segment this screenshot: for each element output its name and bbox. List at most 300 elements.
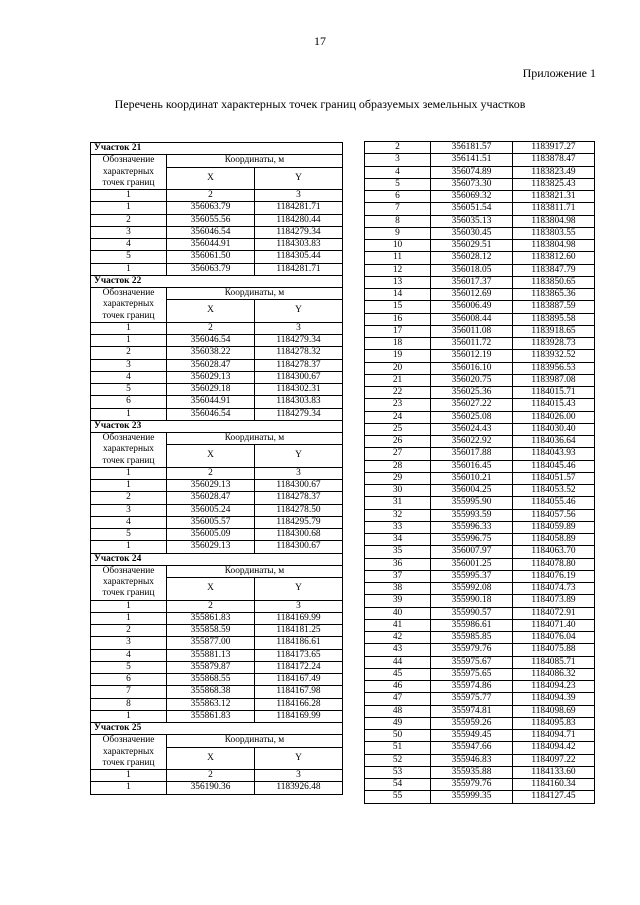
- coord-x: 356016.10: [431, 362, 513, 374]
- point-id: 32: [365, 509, 431, 521]
- coord-x: 356181.57: [431, 142, 513, 154]
- point-id: 4: [91, 371, 167, 383]
- coord-x: 355986.61: [431, 619, 513, 631]
- point-id: 13: [365, 276, 431, 288]
- coord-y: 1183811.71: [513, 203, 595, 215]
- point-id: 42: [365, 632, 431, 644]
- point-id: 40: [365, 607, 431, 619]
- table-row: [91, 698, 343, 710]
- coord-y: 1184053.52: [513, 485, 595, 497]
- point-id: 1: [91, 202, 167, 214]
- point-id: 34: [365, 534, 431, 546]
- coord-x: 355975.77: [431, 693, 513, 705]
- point-id: 20: [365, 362, 431, 374]
- table-row: [365, 742, 595, 754]
- coord-x: 356008.44: [431, 313, 513, 325]
- table-row: [365, 289, 595, 301]
- point-id: 1: [91, 263, 167, 275]
- coordinates-header: Координаты, м: [167, 288, 343, 300]
- parcel-title-row: [91, 723, 343, 735]
- x-header: X: [167, 578, 255, 601]
- coord-x: 356051.54: [431, 203, 513, 215]
- point-id: 6: [365, 191, 431, 203]
- coord-y: 1184058.89: [513, 534, 595, 546]
- table-row: [91, 226, 343, 238]
- coord-y: 1184086.32: [513, 668, 595, 680]
- table-row: [91, 612, 343, 624]
- table-row: [365, 754, 595, 766]
- coord-x: 356005.57: [167, 516, 255, 528]
- coord-x: 356141.51: [431, 154, 513, 166]
- point-id: 47: [365, 693, 431, 705]
- coord-y: 1184281.71: [255, 263, 343, 275]
- coord-x: 355959.26: [431, 717, 513, 729]
- coord-y: 1184278.32: [255, 347, 343, 359]
- point-id: 1: [91, 480, 167, 492]
- table-header-row: [91, 565, 343, 577]
- coord-y: 1184279.34: [255, 226, 343, 238]
- table-row: [365, 436, 595, 448]
- table-row: [91, 359, 343, 371]
- point-id: 52: [365, 754, 431, 766]
- coord-y: 1184167.49: [255, 674, 343, 686]
- table-row: [91, 649, 343, 661]
- table-row: [365, 215, 595, 227]
- coord-y: 1184133.60: [513, 766, 595, 778]
- coord-y: 1183821.31: [513, 191, 595, 203]
- coord-x: 355996.33: [431, 521, 513, 533]
- table-row: [365, 252, 595, 264]
- point-id: 44: [365, 656, 431, 668]
- point-id: 29: [365, 472, 431, 484]
- point-id: 50: [365, 730, 431, 742]
- coord-x: 356035.13: [431, 215, 513, 227]
- coord-x: 356028.12: [431, 252, 513, 264]
- x-header: X: [167, 300, 255, 323]
- point-id: 14: [365, 289, 431, 301]
- coord-y: 1183932.52: [513, 350, 595, 362]
- coord-x: 356028.47: [167, 359, 255, 371]
- coord-y: 1183825.43: [513, 178, 595, 190]
- table-row: [91, 408, 343, 420]
- page-number: 17: [314, 34, 326, 48]
- coordinates-header: Координаты, м: [167, 155, 343, 167]
- coord-x: 355999.35: [431, 791, 513, 803]
- coord-y: 1184015.43: [513, 399, 595, 411]
- table-row: [91, 529, 343, 541]
- table-row: [365, 276, 595, 288]
- column-number-row: [91, 770, 343, 782]
- coord-x: 356069.32: [431, 191, 513, 203]
- table-row: [91, 710, 343, 722]
- table-row: [365, 730, 595, 742]
- table-row: [365, 619, 595, 631]
- coord-x: 356007.97: [431, 546, 513, 558]
- coord-x: 355995.90: [431, 497, 513, 509]
- appendix-label: Приложение 1: [522, 66, 596, 80]
- point-id: 4: [91, 239, 167, 251]
- point-id: 16: [365, 313, 431, 325]
- point-id: 1: [91, 710, 167, 722]
- coord-y: 1184279.34: [255, 335, 343, 347]
- column-number-row: [91, 190, 343, 202]
- coord-x: 356016.45: [431, 460, 513, 472]
- table-row: [91, 384, 343, 396]
- column-number-row: [91, 467, 343, 479]
- table-row: [365, 632, 595, 644]
- table-row: [91, 251, 343, 263]
- table-row: [365, 509, 595, 521]
- coord-y: 1184030.40: [513, 423, 595, 435]
- point-id: 28: [365, 460, 431, 472]
- coord-x: 355877.00: [167, 637, 255, 649]
- coord-y: 1183847.79: [513, 264, 595, 276]
- point-id: 1: [91, 782, 167, 794]
- table-row: [365, 583, 595, 595]
- table-row: [91, 625, 343, 637]
- coord-y: 1183895.58: [513, 313, 595, 325]
- column-number: 1: [91, 467, 167, 479]
- coord-x: 355935.88: [431, 766, 513, 778]
- point-id: 3: [91, 637, 167, 649]
- document-title: Перечень координат характерных точек границ образуемых земельных участков: [114, 97, 526, 111]
- coord-x: 356028.47: [167, 492, 255, 504]
- point-id: 21: [365, 374, 431, 386]
- designation-header: Обозначение характерных точек границ: [91, 433, 167, 468]
- coord-y: 1184160.34: [513, 779, 595, 791]
- point-id: 3: [91, 504, 167, 516]
- coord-x: 355858.59: [167, 625, 255, 637]
- x-header: X: [167, 747, 255, 770]
- table-row: [365, 203, 595, 215]
- coord-x: 356012.69: [431, 289, 513, 301]
- point-id: 38: [365, 583, 431, 595]
- point-id: 51: [365, 742, 431, 754]
- table-row: [365, 350, 595, 362]
- table-row: [365, 570, 595, 582]
- coordinates-table-left: [90, 142, 343, 795]
- coord-y: 1184300.67: [255, 541, 343, 553]
- y-header: Y: [255, 300, 343, 323]
- coord-x: 356044.91: [167, 239, 255, 251]
- coord-x: 356020.75: [431, 374, 513, 386]
- parcel-title-row: [91, 143, 343, 155]
- table-row: [365, 240, 595, 252]
- coord-x: 356004.25: [431, 485, 513, 497]
- coordinates-table-right: [364, 141, 595, 804]
- point-id: 2: [91, 625, 167, 637]
- coord-y: 1184097.22: [513, 754, 595, 766]
- coord-y: 1184036.64: [513, 436, 595, 448]
- coord-y: 1183878.47: [513, 154, 595, 166]
- column-number-row: [91, 600, 343, 612]
- point-id: 31: [365, 497, 431, 509]
- point-id: 30: [365, 485, 431, 497]
- point-id: 53: [365, 766, 431, 778]
- coord-x: 355990.57: [431, 607, 513, 619]
- table-row: [91, 371, 343, 383]
- table-header-row: [91, 735, 343, 747]
- coord-y: 1184095.83: [513, 717, 595, 729]
- coord-x: 356029.13: [167, 480, 255, 492]
- coord-y: 1184300.67: [255, 480, 343, 492]
- table-row: [365, 387, 595, 399]
- point-id: 41: [365, 619, 431, 631]
- table-row: [91, 214, 343, 226]
- table-row: [365, 338, 595, 350]
- coord-x: 356018.05: [431, 264, 513, 276]
- coordinates-header: Координаты, м: [167, 565, 343, 577]
- coord-y: 1184279.34: [255, 408, 343, 420]
- table-row: [365, 142, 595, 154]
- coord-x: 355992.08: [431, 583, 513, 595]
- point-id: 23: [365, 399, 431, 411]
- coord-x: 356029.13: [167, 541, 255, 553]
- designation-header: Обозначение характерных точек границ: [91, 735, 167, 770]
- point-id: 45: [365, 668, 431, 680]
- column-number: 2: [167, 467, 255, 479]
- coord-y: 1184074.73: [513, 583, 595, 595]
- coord-y: 1184059.89: [513, 521, 595, 533]
- table-row: [365, 166, 595, 178]
- coord-x: 356005.09: [167, 529, 255, 541]
- point-id: 7: [365, 203, 431, 215]
- coord-x: 355979.76: [431, 644, 513, 656]
- table-row: [91, 492, 343, 504]
- table-row: [365, 411, 595, 423]
- coord-x: 356006.49: [431, 301, 513, 313]
- table-row: [365, 705, 595, 717]
- table-row: [91, 480, 343, 492]
- coord-x: 356055.56: [167, 214, 255, 226]
- coord-x: 355975.67: [431, 656, 513, 668]
- coord-x: 356030.45: [431, 227, 513, 239]
- table-row: [365, 460, 595, 472]
- table-row: [365, 313, 595, 325]
- coord-x: 356046.54: [167, 335, 255, 347]
- coord-y: 1184303.83: [255, 239, 343, 251]
- coord-y: 1184167.98: [255, 686, 343, 698]
- coord-y: 1184094.42: [513, 742, 595, 754]
- coord-x: 355985.85: [431, 632, 513, 644]
- coordinates-header: Координаты, м: [167, 735, 343, 747]
- coord-y: 1184026.00: [513, 411, 595, 423]
- column-number: 3: [255, 467, 343, 479]
- coord-x: 355863.12: [167, 698, 255, 710]
- point-id: 3: [91, 226, 167, 238]
- point-id: 4: [365, 166, 431, 178]
- coord-x: 356017.88: [431, 448, 513, 460]
- column-number: 1: [91, 322, 167, 334]
- parcel-title: Участок 21: [91, 143, 343, 155]
- coord-y: 1184094.23: [513, 681, 595, 693]
- coord-y: 1184051.57: [513, 472, 595, 484]
- coord-y: 1184169.99: [255, 612, 343, 624]
- table-row: [365, 154, 595, 166]
- coord-x: 356025.36: [431, 387, 513, 399]
- table-row: [365, 301, 595, 313]
- coord-x: 356046.54: [167, 226, 255, 238]
- coord-y: 1184280.44: [255, 214, 343, 226]
- table-row: [91, 686, 343, 698]
- coord-x: 355881.13: [167, 649, 255, 661]
- coordinates-header: Координаты, м: [167, 433, 343, 445]
- coord-x: 356001.25: [431, 558, 513, 570]
- table-row: [365, 656, 595, 668]
- coord-y: 1184015.71: [513, 387, 595, 399]
- coord-x: 355974.86: [431, 681, 513, 693]
- y-header: Y: [255, 578, 343, 601]
- column-number: 3: [255, 600, 343, 612]
- point-id: 6: [91, 396, 167, 408]
- coord-x: 355996.75: [431, 534, 513, 546]
- coord-x: 356061.50: [167, 251, 255, 263]
- table-row: [365, 693, 595, 705]
- coord-x: 355868.38: [167, 686, 255, 698]
- point-id: 5: [91, 529, 167, 541]
- column-number: 3: [255, 322, 343, 334]
- point-id: 6: [91, 674, 167, 686]
- point-id: 4: [91, 516, 167, 528]
- coord-x: 356011.72: [431, 338, 513, 350]
- coord-y: 1184085.71: [513, 656, 595, 668]
- coord-y: 1183917.27: [513, 142, 595, 154]
- point-id: 3: [91, 359, 167, 371]
- table-row: [365, 546, 595, 558]
- coord-y: 1184071.40: [513, 619, 595, 631]
- coord-y: 1184072.91: [513, 607, 595, 619]
- point-id: 1: [91, 408, 167, 420]
- table-row: [91, 396, 343, 408]
- table-header-row: [91, 288, 343, 300]
- table-row: [91, 263, 343, 275]
- coord-x: 355990.18: [431, 595, 513, 607]
- designation-header: Обозначение характерных точек границ: [91, 155, 167, 190]
- coord-x: 356038.22: [167, 347, 255, 359]
- coord-x: 356073.30: [431, 178, 513, 190]
- parcel-title: Участок 24: [91, 553, 343, 565]
- coord-y: 1183987.08: [513, 374, 595, 386]
- table-row: [91, 239, 343, 251]
- table-row: [365, 717, 595, 729]
- coord-y: 1184063.70: [513, 546, 595, 558]
- table-row: [365, 681, 595, 693]
- point-id: 5: [365, 178, 431, 190]
- table-row: [365, 791, 595, 803]
- table-row: [365, 178, 595, 190]
- table-row: [365, 668, 595, 680]
- y-header: Y: [255, 747, 343, 770]
- coord-y: 1184076.04: [513, 632, 595, 644]
- column-number: 2: [167, 770, 255, 782]
- point-id: 3: [365, 154, 431, 166]
- table-row: [365, 521, 595, 533]
- coord-y: 1184305.44: [255, 251, 343, 263]
- coord-y: 1184186.61: [255, 637, 343, 649]
- point-id: 11: [365, 252, 431, 264]
- column-number: 1: [91, 770, 167, 782]
- coord-x: 355861.83: [167, 710, 255, 722]
- point-id: 35: [365, 546, 431, 558]
- column-number: 1: [91, 190, 167, 202]
- table-row: [365, 227, 595, 239]
- column-number: 2: [167, 322, 255, 334]
- point-id: 26: [365, 436, 431, 448]
- point-id: 2: [365, 142, 431, 154]
- point-id: 12: [365, 264, 431, 276]
- table-header-row: [91, 433, 343, 445]
- point-id: 2: [91, 214, 167, 226]
- table-row: [91, 504, 343, 516]
- point-id: 55: [365, 791, 431, 803]
- table-row: [91, 674, 343, 686]
- point-id: 5: [91, 384, 167, 396]
- parcel-title: Участок 22: [91, 275, 343, 287]
- coord-x: 356029.18: [167, 384, 255, 396]
- coord-y: 1184057.56: [513, 509, 595, 521]
- table-row: [365, 595, 595, 607]
- column-number: 2: [167, 190, 255, 202]
- point-id: 22: [365, 387, 431, 399]
- coord-y: 1184076.19: [513, 570, 595, 582]
- point-id: 25: [365, 423, 431, 435]
- point-id: 36: [365, 558, 431, 570]
- coord-x: 356012.19: [431, 350, 513, 362]
- parcel-title: Участок 25: [91, 723, 343, 735]
- table-row: [365, 374, 595, 386]
- coord-y: 1184073.89: [513, 595, 595, 607]
- table-row: [365, 472, 595, 484]
- table-row: [365, 497, 595, 509]
- table-row: [91, 202, 343, 214]
- coord-y: 1183926.48: [255, 782, 343, 794]
- table-row: [365, 766, 595, 778]
- table-row: [365, 325, 595, 337]
- table-row: [91, 782, 343, 794]
- table-row: [365, 448, 595, 460]
- coord-x: 355995.37: [431, 570, 513, 582]
- point-id: 43: [365, 644, 431, 656]
- coord-x: 355868.55: [167, 674, 255, 686]
- parcel-title-row: [91, 275, 343, 287]
- point-id: 2: [91, 492, 167, 504]
- coord-y: 1183804.98: [513, 240, 595, 252]
- coord-x: 356190.36: [167, 782, 255, 794]
- table-row: [91, 347, 343, 359]
- coord-y: 1184278.37: [255, 492, 343, 504]
- coord-x: 355947.66: [431, 742, 513, 754]
- coord-x: 356046.54: [167, 408, 255, 420]
- coord-y: 1183850.65: [513, 276, 595, 288]
- coord-y: 1184278.37: [255, 359, 343, 371]
- point-id: 27: [365, 448, 431, 460]
- coord-x: 356074.89: [431, 166, 513, 178]
- table-row: [365, 607, 595, 619]
- table-row: [365, 362, 595, 374]
- coord-x: 355879.87: [167, 661, 255, 673]
- coord-x: 356029.13: [167, 371, 255, 383]
- coord-x: 356005.24: [167, 504, 255, 516]
- point-id: 17: [365, 325, 431, 337]
- point-id: 9: [365, 227, 431, 239]
- coord-y: 1184302.31: [255, 384, 343, 396]
- coord-y: 1184172.24: [255, 661, 343, 673]
- table-row: [365, 779, 595, 791]
- point-id: 8: [91, 698, 167, 710]
- point-id: 5: [91, 661, 167, 673]
- point-id: 5: [91, 251, 167, 263]
- point-id: 4: [91, 649, 167, 661]
